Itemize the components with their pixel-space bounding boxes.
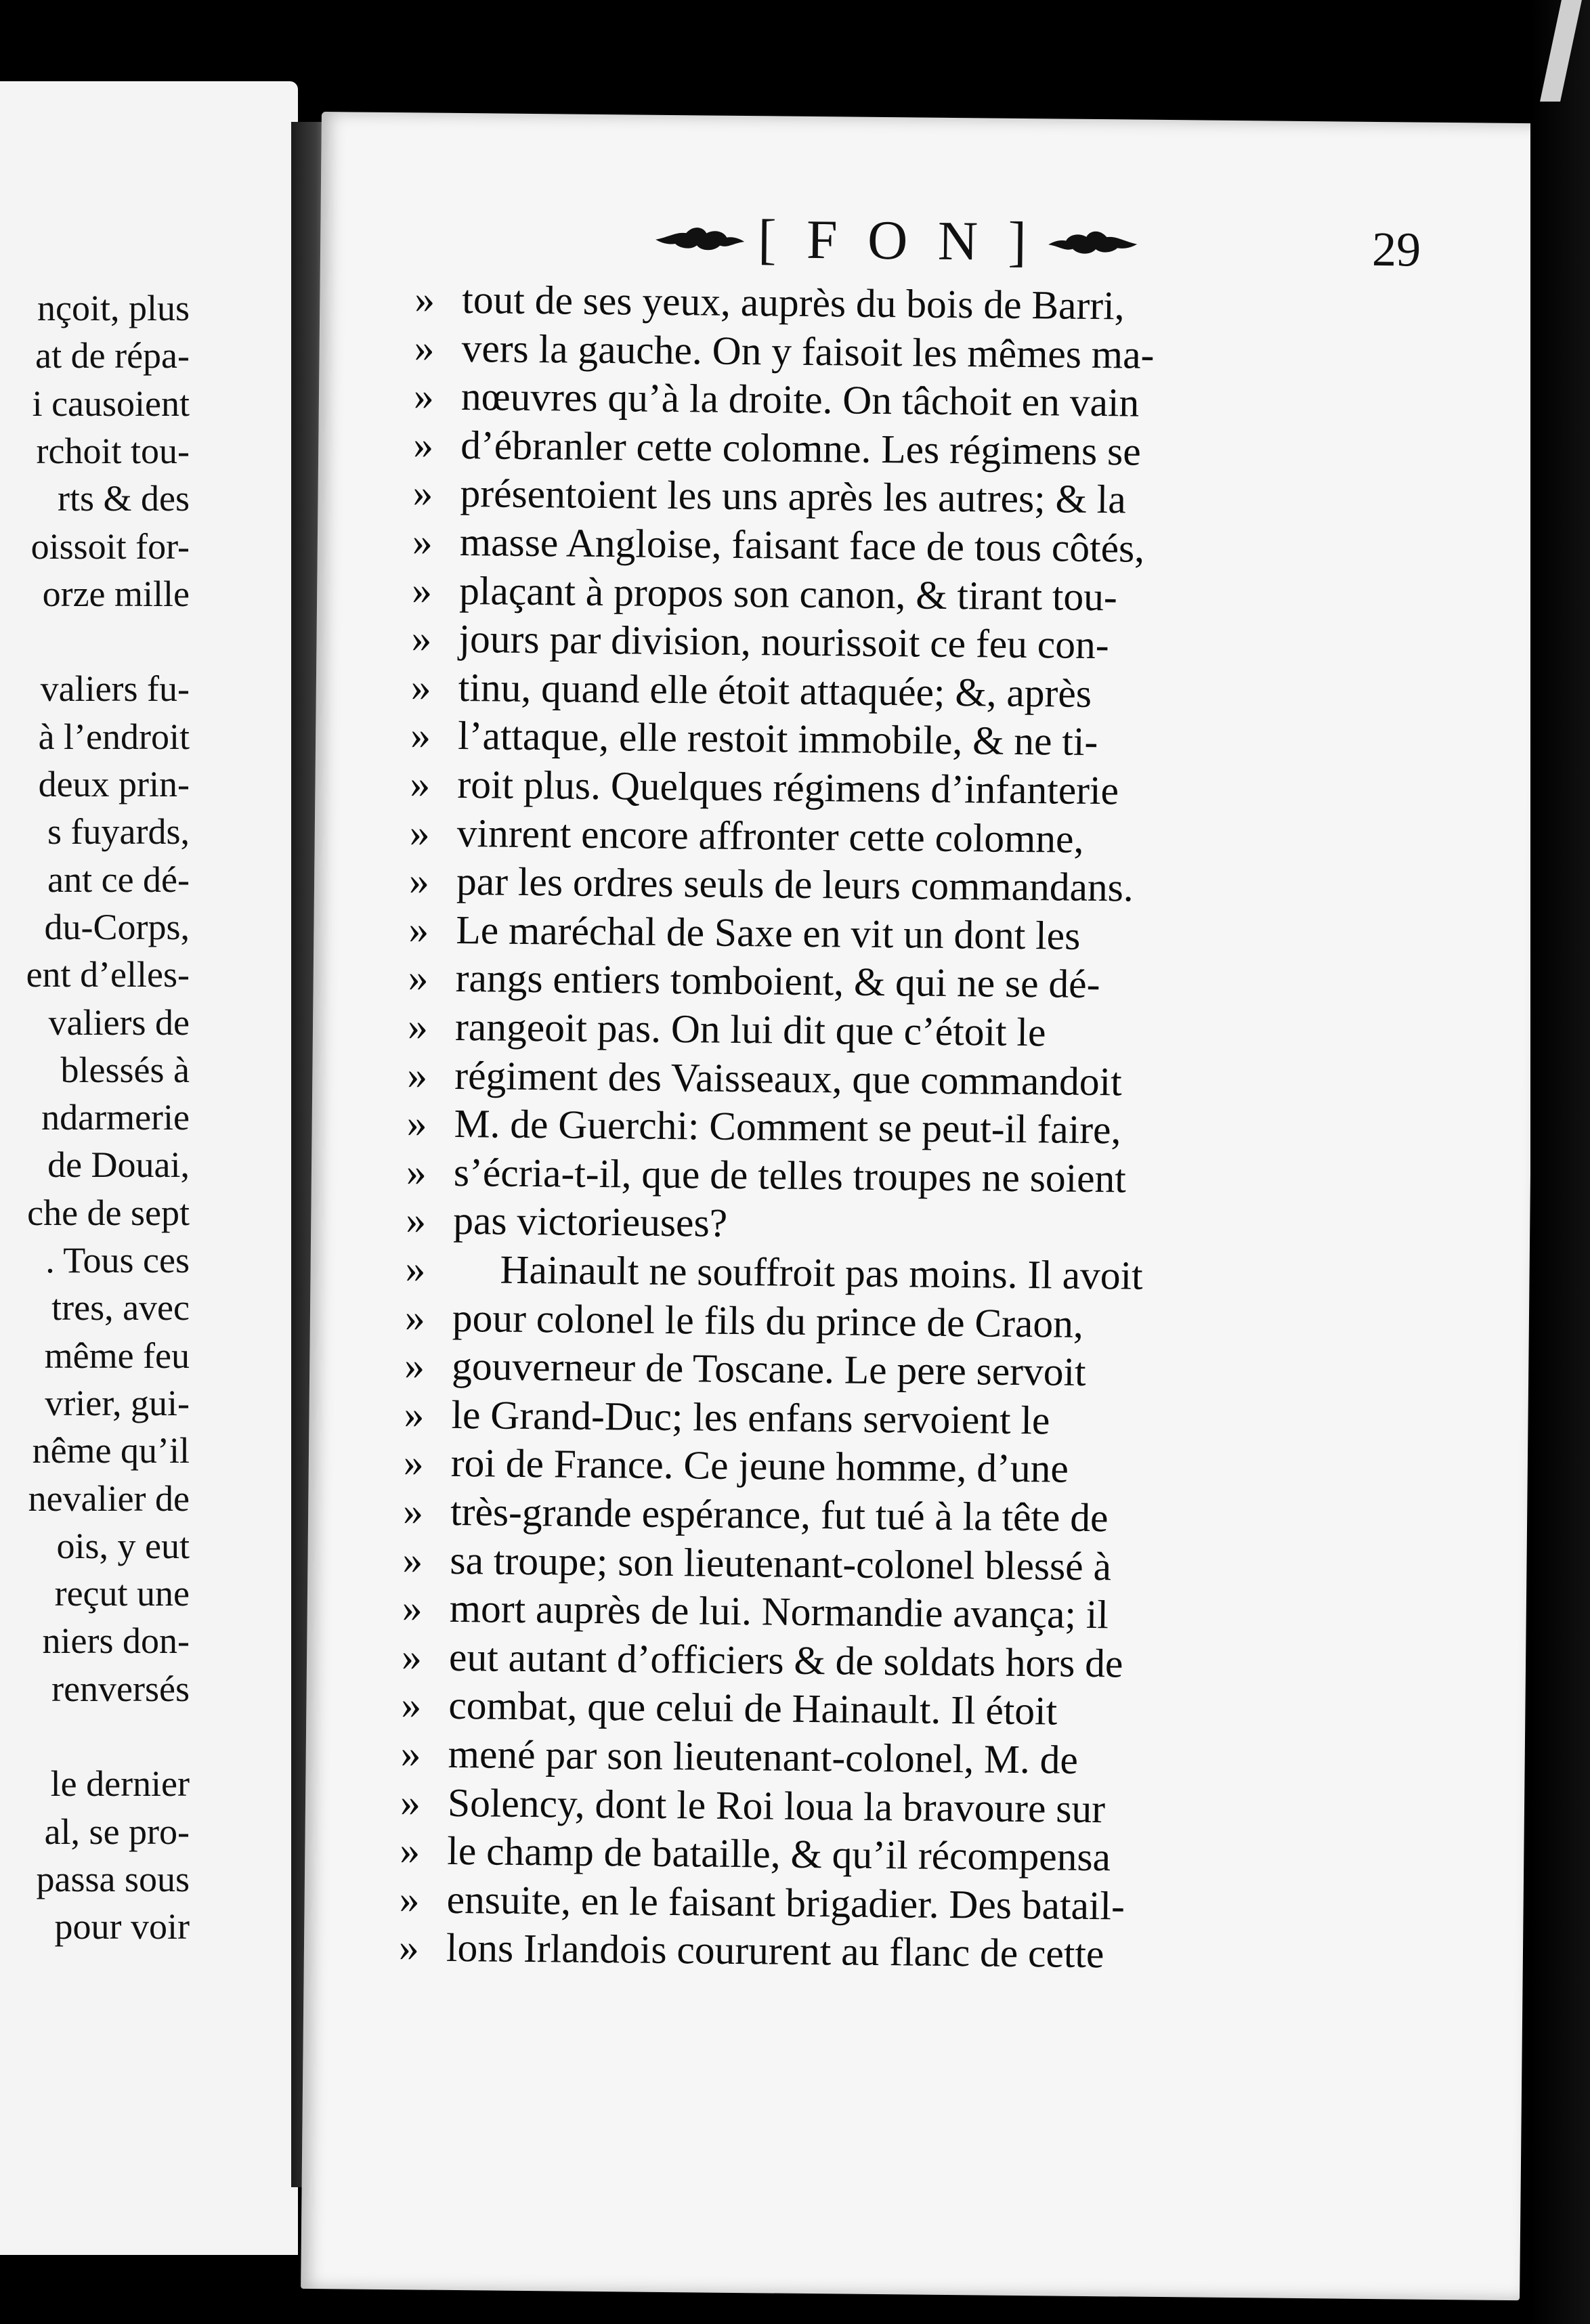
fleuron-right-icon: [1046, 221, 1141, 263]
body-line-text: s’écria-t-il, que de telles troupes ne soient: [453, 1149, 1127, 1201]
quote-mark: »: [400, 1731, 421, 1776]
left-page: [0, 81, 298, 2255]
running-head-text: [ F O N ]: [757, 208, 1035, 273]
quote-mark: »: [398, 1924, 420, 1970]
left-page-line: le dernier: [50, 1763, 190, 1805]
body-line-text: pas victorieuses?: [452, 1198, 728, 1246]
body-line-text: rangeoit pas. On lui dit que c’étoit le: [454, 1004, 1046, 1055]
quote-mark: »: [413, 373, 435, 418]
left-page-line: orze mille: [42, 573, 190, 614]
quote-mark: »: [399, 1876, 420, 1922]
body-line-text: le Grand-Duc; les enfans servoient le: [451, 1392, 1050, 1443]
fleuron-left-icon: [652, 218, 748, 259]
body-line-text: tout de ses yeux, auprès du bois de Barri,: [462, 277, 1125, 328]
body-line-text: régiment des Vaisseaux, que commandoit: [454, 1052, 1123, 1104]
left-page-line: ois, y eut: [56, 1525, 190, 1566]
body-line: [400, 1729, 1430, 1787]
left-page-line: che de sept: [27, 1192, 190, 1233]
body-line: [409, 809, 1439, 866]
body-line: [411, 663, 1441, 720]
body-line-text: nœuvres qu’à la droite. On tâchoit en vain: [460, 374, 1140, 425]
left-page-line: al, se pro-: [44, 1811, 190, 1852]
left-page-line: ndarmerie: [41, 1097, 190, 1138]
body-line-text: vinrent encore affronter cette colomne,: [456, 810, 1084, 861]
body-line-text: très-grande espérance, fut tué à la tête de: [450, 1488, 1109, 1541]
body-line: [414, 372, 1444, 430]
left-page-line: passa sous: [36, 1858, 190, 1899]
body-line: [399, 1875, 1429, 1933]
quote-mark: »: [400, 1779, 421, 1825]
body-line-text: lons Irlandois coururent au flanc de cette: [446, 1925, 1104, 1977]
body-line: [411, 614, 1441, 672]
body-line-text: sa troupe; son lieutenant-colonel blessé à: [450, 1537, 1112, 1589]
quote-mark: »: [411, 616, 432, 661]
body-line: [406, 1197, 1436, 1254]
body-line: [414, 275, 1444, 332]
left-page-line: valiers de: [48, 1002, 190, 1043]
quote-mark: »: [407, 1004, 429, 1049]
body-line-text: Hainault ne souffroit pas moins. Il avoit: [500, 1247, 1143, 1298]
left-page-line: oissoit for-: [30, 525, 190, 567]
quote-mark: »: [405, 1197, 427, 1243]
body-line: [408, 905, 1438, 963]
body-line: [401, 1681, 1431, 1739]
left-page-line: nême qu’il: [32, 1430, 190, 1471]
body-line: [404, 1341, 1434, 1399]
left-page-line: rts & des: [58, 478, 190, 519]
body-line-text: ensuite, en le faisant brigadier. Des batail-: [446, 1876, 1125, 1929]
body-line: [400, 1826, 1430, 1884]
quote-mark: »: [406, 1149, 427, 1195]
body-line-text: mené par son lieutenant-colonel, M. de: [448, 1731, 1079, 1782]
quote-mark: »: [408, 858, 430, 903]
body-line-text: roi de France. Ce jeune homme, d’une: [450, 1440, 1069, 1492]
running-head: [652, 207, 1141, 275]
left-page-line: tres, avec: [51, 1287, 190, 1329]
quote-mark: »: [410, 664, 431, 710]
body-line-text: vers la gauche. On y faisoit les mêmes ma-: [461, 325, 1155, 377]
left-page-line: at de répa-: [35, 335, 190, 376]
body-line: [412, 566, 1442, 624]
quote-mark: »: [400, 1828, 421, 1873]
left-page-line: vrier, gui-: [45, 1382, 190, 1423]
body-line: [408, 954, 1438, 1012]
body-line: [413, 421, 1443, 478]
left-page-line: du-Corps,: [44, 906, 190, 947]
body-line: [404, 1439, 1434, 1497]
body-line: [408, 1002, 1438, 1060]
body-line: [405, 1293, 1435, 1351]
body-line: [412, 517, 1442, 575]
left-page-line: de Douai,: [47, 1144, 190, 1186]
quote-mark: »: [406, 1100, 427, 1146]
quote-mark: »: [404, 1343, 425, 1388]
body-line: [402, 1584, 1432, 1641]
body-line: [403, 1487, 1433, 1545]
left-page-line: nçoit, plus: [37, 288, 190, 328]
left-page-line: s fuyards,: [47, 811, 190, 853]
body-line: [407, 1051, 1437, 1109]
left-page-line: pour voir: [54, 1906, 190, 1948]
quote-mark: »: [403, 1440, 424, 1485]
left-page-line: i causoient: [32, 383, 190, 424]
body-line: [414, 324, 1444, 381]
left-page-line: ant ce dé-: [47, 859, 190, 900]
quote-mark: »: [414, 324, 435, 370]
body-line-text: gouverneur de Toscane. Le pere servoit: [451, 1343, 1086, 1395]
body-line-text: masse Angloise, faisant face de tous côtés,: [459, 519, 1145, 571]
quote-mark: »: [402, 1488, 424, 1534]
body-line-text: roit plus. Quelques régimens d’infanterie: [457, 761, 1119, 813]
body-line: [410, 760, 1440, 817]
page-number: 29: [1371, 221, 1421, 277]
quote-mark: »: [410, 761, 431, 806]
quote-mark: »: [407, 1052, 428, 1098]
body-line-text: Le maréchal de Saxe en vit un dont les: [456, 907, 1081, 958]
body-line: [404, 1390, 1434, 1448]
left-page-line: reçut une: [54, 1573, 190, 1614]
body-line-text: plaçant à propos son canon, & tirant tou-: [458, 567, 1118, 619]
adjacent-leaf-edge: [1530, 0, 1590, 2324]
left-page-line: valiers fu-: [40, 668, 190, 710]
left-page-line: même feu: [44, 1335, 190, 1376]
body-line-text: M. de Guerchi: Comment se peut-il faire,: [454, 1101, 1121, 1153]
left-page-line: niers don-: [42, 1620, 190, 1662]
body-line-text: mort auprès de lui. Normandie avança; il: [449, 1586, 1109, 1637]
body-line-text: présentoient les uns après les autres; & la: [460, 471, 1126, 522]
quote-mark: »: [409, 809, 430, 855]
body-line-text: le champ de bataille, & qu’il récompensa: [447, 1828, 1111, 1880]
body-line-text: combat, que celui de Hainault. Il étoit: [448, 1683, 1058, 1734]
body-line: [400, 1778, 1430, 1836]
left-page-line: deux prin-: [38, 764, 190, 804]
quote-mark: »: [410, 712, 431, 758]
left-page-line: . Tous ces: [45, 1240, 190, 1281]
body-line: [406, 1148, 1436, 1205]
quote-mark: »: [401, 1682, 422, 1727]
body-line-text: jours par division, nourissoit ce feu con-: [458, 616, 1109, 668]
quote-mark: »: [412, 470, 433, 515]
quote-mark: »: [408, 955, 429, 1000]
body-line: [406, 1099, 1436, 1157]
left-page-line: nevalier de: [28, 1478, 190, 1519]
body-line-text: d’ébranler cette colomne. Les régimens se: [460, 422, 1142, 474]
quote-mark: »: [411, 567, 433, 613]
body-line: [412, 469, 1442, 527]
body-line-text: l’attaque, elle restoit immobile, & ne ti-: [457, 713, 1098, 765]
body-line: [399, 1924, 1429, 1981]
quote-mark: »: [408, 907, 429, 952]
right-page: [301, 112, 1541, 2300]
body-line-text: par les ordres seuls de leurs commandans.: [456, 859, 1134, 910]
body-line-text: eut autant d’officiers & de soldats hors de: [448, 1634, 1123, 1686]
quote-mark: »: [412, 422, 434, 467]
left-page-line: à l’endroit: [38, 716, 190, 757]
left-page-line: renversés: [51, 1668, 190, 1709]
body-line: [405, 1245, 1435, 1302]
left-page-line: rchoit tou-: [36, 430, 190, 471]
quote-mark: »: [402, 1536, 423, 1583]
quote-mark: »: [405, 1246, 426, 1291]
body-line-text: Solency, dont le Roi loua la bravoure sur: [447, 1780, 1106, 1831]
quote-mark: »: [414, 276, 435, 322]
quote-mark: »: [401, 1634, 423, 1679]
quote-mark: »: [404, 1294, 425, 1340]
body-line-text: rangs entiers tomboient, & qui ne se dé-: [455, 955, 1100, 1007]
quote-mark: »: [412, 519, 433, 564]
left-page-line: ent d’elles-: [26, 954, 190, 995]
body-line-text: tinu, quand elle étoit attaquée; &, après: [458, 664, 1092, 716]
body-line-text: pour colonel le fils du prince de Craon,: [452, 1295, 1084, 1346]
body-line: [402, 1633, 1432, 1690]
body-line: [409, 857, 1439, 914]
body-line: [402, 1536, 1432, 1593]
quote-mark: »: [402, 1585, 423, 1631]
body-line: [410, 712, 1440, 769]
left-page-line: blessés à: [60, 1049, 190, 1090]
quote-mark: »: [404, 1392, 425, 1437]
